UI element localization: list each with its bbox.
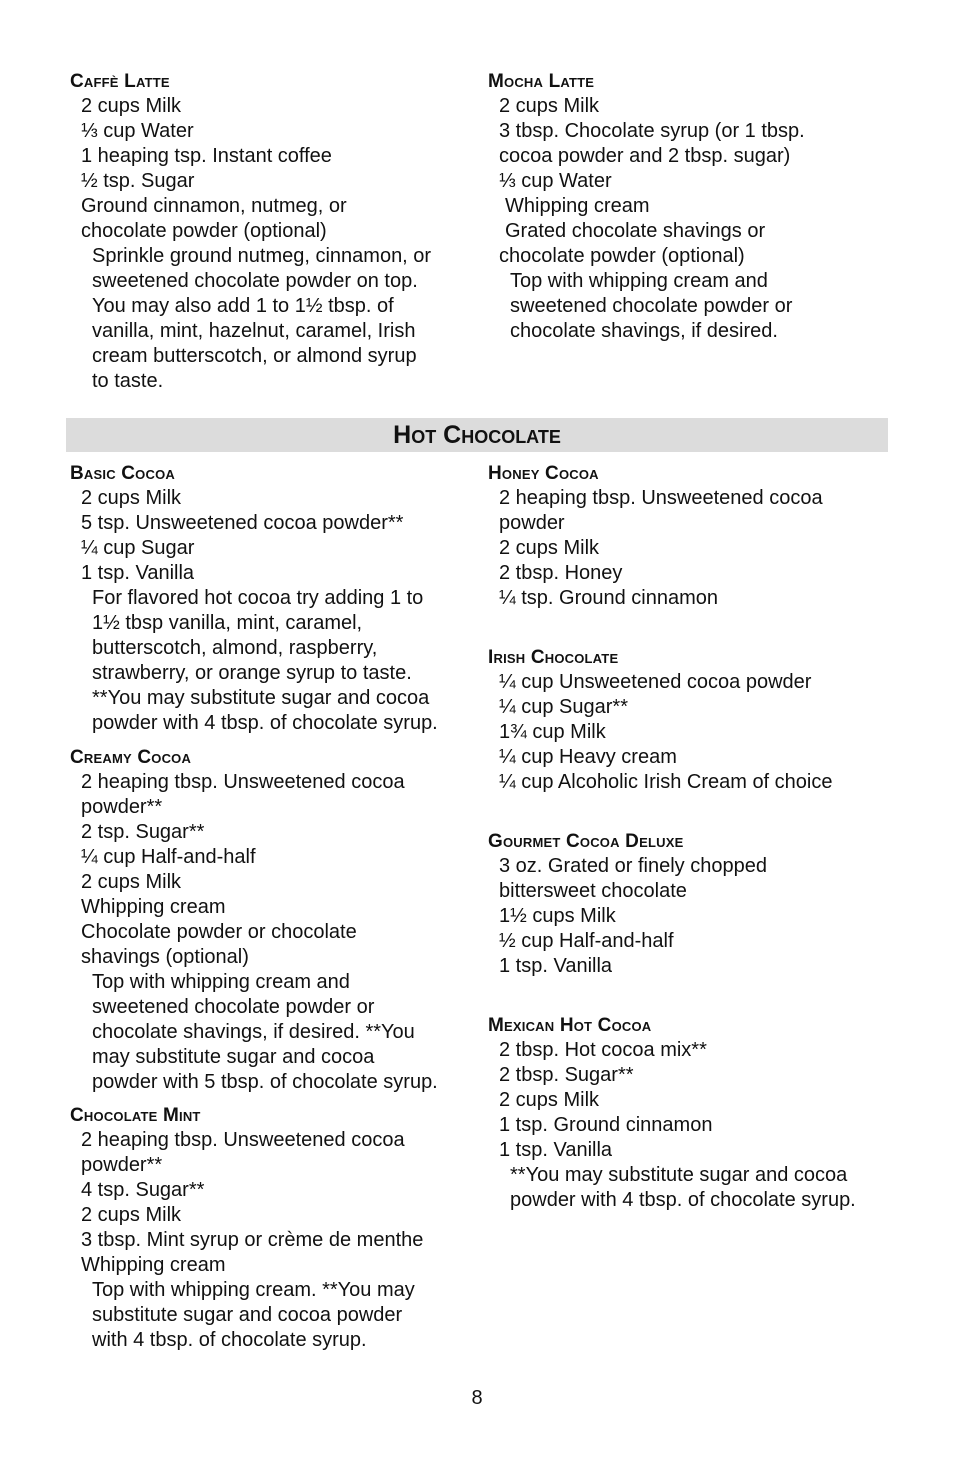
ingredient-line: 2 heaping tbsp. Unsweetened cocoa: [81, 771, 405, 793]
instruction-line: cream butterscotch, or almond syrup: [92, 345, 417, 367]
ingredient-line: 3 tbsp. Chocolate syrup (or 1 tbsp.: [499, 120, 805, 142]
ingredient-line: 5 tsp. Unsweetened cocoa powder**: [81, 512, 404, 534]
recipe-gourmet-cocoa-deluxe: [488, 830, 888, 979]
ingredient-line: 2 cups Milk: [499, 95, 600, 117]
instruction-line: You may also add 1 to 1½ tbsp. of: [92, 295, 394, 317]
instruction-line: with 4 tbsp. of chocolate syrup.: [92, 1329, 367, 1351]
ingredient-line: 1 heaping tsp. Instant coffee: [81, 145, 332, 167]
ingredient-line: 2 cups Milk: [499, 537, 600, 559]
ingredient-line: 3 oz. Grated or finely chopped: [499, 855, 767, 877]
instruction-line: chocolate shavings, if desired. **You: [92, 1021, 415, 1043]
recipe-title: Creamy Cocoa: [70, 747, 192, 768]
ingredient-line: Whipping cream: [505, 195, 650, 217]
ingredient-line: ½ tsp. Sugar: [81, 170, 195, 192]
recipe-title: Caffè Latte: [70, 71, 170, 92]
ingredient-line: 2 tsp. Sugar**: [81, 821, 205, 843]
instruction-line: 1½ tbsp vanilla, mint, caramel,: [92, 612, 363, 634]
instruction-line: Top with whipping cream and: [92, 971, 350, 993]
ingredient-line: 2 cups Milk: [81, 487, 182, 509]
ingredient-line: ¼ cup Half-and-half: [81, 846, 256, 868]
ingredient-line: Whipping cream: [81, 896, 226, 918]
section-title: Hot Chocolate: [393, 421, 561, 449]
instruction-line: **You may substitute sugar and cocoa: [510, 1164, 848, 1186]
ingredient-line: 1 tsp. Vanilla: [499, 1139, 613, 1161]
instruction-line: Sprinkle ground nutmeg, cinnamon, or: [92, 245, 432, 267]
ingredient-line: ¼ cup Unsweetened cocoa powder: [499, 671, 812, 693]
instruction-line: sweetened chocolate powder on top.: [92, 270, 418, 292]
ingredient-line: 2 heaping tbsp. Unsweetened cocoa: [499, 487, 823, 509]
instruction-line: to taste.: [92, 370, 164, 392]
ingredient-line: 1 tsp. Ground cinnamon: [499, 1114, 713, 1136]
instruction-line: chocolate shavings, if desired.: [510, 320, 778, 342]
ingredient-line: 2 cups Milk: [81, 871, 182, 893]
ingredient-line: Chocolate powder or chocolate: [81, 921, 357, 943]
recipe-caffe-latte: [70, 70, 470, 394]
ingredient-line: ¼ cup Alcoholic Irish Cream of choice: [499, 771, 833, 793]
ingredient-line: 2 cups Milk: [81, 1204, 182, 1226]
instruction-line: sweetened chocolate powder or: [92, 996, 375, 1018]
instruction-line: butterscotch, almond, raspberry,: [92, 637, 378, 659]
page-number: 8: [471, 1387, 483, 1409]
ingredient-line: 2 cups Milk: [499, 1089, 600, 1111]
ingredient-line: 4 tsp. Sugar**: [81, 1179, 205, 1201]
instruction-line: powder with 4 tbsp. of chocolate syrup.: [510, 1189, 856, 1211]
ingredient-line: chocolate powder (optional): [81, 220, 327, 242]
instruction-line: sweetened chocolate powder or: [510, 295, 793, 317]
ingredient-line: 2 tbsp. Sugar**: [499, 1064, 634, 1086]
instruction-line: substitute sugar and cocoa powder: [92, 1304, 403, 1326]
ingredient-line: ¼ cup Sugar: [81, 537, 195, 559]
ingredient-line: Grated chocolate shavings or: [505, 220, 766, 242]
ingredient-line: cocoa powder and 2 tbsp. sugar): [499, 145, 791, 167]
ingredient-line: ¼ cup Heavy cream: [499, 746, 677, 768]
ingredient-line: ¼ tsp. Ground cinnamon: [499, 587, 719, 609]
recipe-title: Honey Cocoa: [488, 463, 599, 484]
recipe-chocolate-mint: [70, 1104, 470, 1353]
ingredient-line: chocolate powder (optional): [499, 245, 745, 267]
recipe-honey-cocoa: [488, 462, 888, 611]
instruction-line: Top with whipping cream and: [510, 270, 768, 292]
instruction-line: Top with whipping cream. **You may: [92, 1279, 415, 1301]
instruction-line: may substitute sugar and cocoa: [92, 1046, 375, 1068]
ingredient-line: bittersweet chocolate: [499, 880, 687, 902]
ingredient-line: ½ cup Half-and-half: [499, 930, 674, 952]
instruction-line: **You may substitute sugar and cocoa: [92, 687, 430, 709]
ingredient-line: ¼ cup Sugar**: [499, 696, 628, 718]
instruction-line: powder with 4 tbsp. of chocolate syrup.: [92, 712, 438, 734]
ingredient-line: 1½ cups Milk: [499, 905, 616, 927]
recipe-title: Gourmet Cocoa Deluxe: [488, 831, 684, 852]
section-header-band: [66, 418, 888, 452]
ingredient-line: 1¾ cup Milk: [499, 721, 606, 743]
recipe-irish-chocolate: [488, 646, 888, 795]
ingredient-line: ⅓ cup Water: [499, 170, 612, 192]
ingredient-line: 1 tsp. Vanilla: [499, 955, 613, 977]
ingredient-line: powder**: [81, 796, 163, 818]
recipe-mexican-hot-cocoa: [488, 1014, 888, 1213]
ingredient-line: 2 tbsp. Honey: [499, 562, 623, 584]
ingredient-line: shavings (optional): [81, 946, 249, 968]
ingredient-line: Ground cinnamon, nutmeg, or: [81, 195, 347, 217]
recipe-basic-cocoa: [70, 462, 470, 736]
recipe-creamy-cocoa: [70, 746, 470, 1095]
recipe-title: Irish Chocolate: [488, 647, 619, 668]
recipe-title: Chocolate Mint: [70, 1105, 201, 1126]
ingredient-line: 2 tbsp. Hot cocoa mix**: [499, 1039, 707, 1061]
ingredient-line: ⅓ cup Water: [81, 120, 194, 142]
recipe-title: Basic Cocoa: [70, 463, 175, 484]
ingredient-line: powder: [499, 512, 565, 534]
instruction-line: powder with 5 tbsp. of chocolate syrup.: [92, 1071, 438, 1093]
ingredient-line: 1 tsp. Vanilla: [81, 562, 195, 584]
instruction-line: strawberry, or orange syrup to taste.: [92, 662, 412, 684]
instruction-line: For flavored hot cocoa try adding 1 to: [92, 587, 424, 609]
recipe-title: Mocha Latte: [488, 71, 595, 92]
recipe-mocha-latte: [488, 70, 888, 344]
instruction-line: vanilla, mint, hazelnut, caramel, Irish: [92, 320, 416, 342]
ingredient-line: Whipping cream: [81, 1254, 226, 1276]
ingredient-line: 3 tbsp. Mint syrup or crème de menthe: [81, 1229, 424, 1251]
ingredient-line: 2 heaping tbsp. Unsweetened cocoa: [81, 1129, 405, 1151]
recipe-title: Mexican Hot Cocoa: [488, 1015, 652, 1036]
ingredient-line: 2 cups Milk: [81, 95, 182, 117]
ingredient-line: powder**: [81, 1154, 163, 1176]
